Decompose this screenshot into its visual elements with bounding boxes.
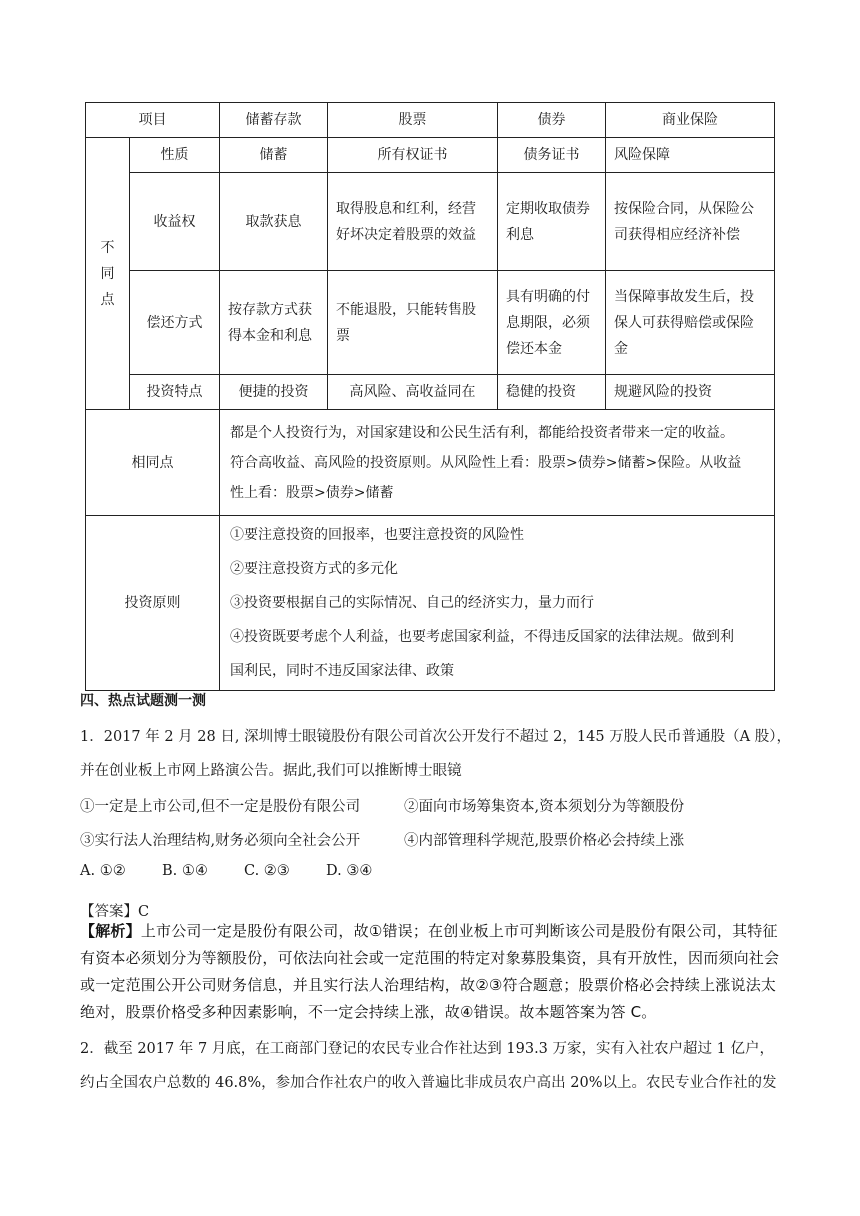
table-cell: 所有权证书 (328, 138, 498, 173)
table-cell: 规避风险的投资 (606, 375, 775, 410)
choice: C. ②③ (244, 863, 290, 879)
table-cell: 按保险合同，从保险公司获得相应经济补偿 (606, 173, 775, 271)
table-cell: 定期收取债券利息 (498, 173, 606, 271)
choice: B. ①④ (162, 863, 208, 879)
statement: ③实行法人治理结构,财务必须向全社会公开 (80, 833, 361, 849)
same-points-line: 性上看：股票>债券>储蓄 (230, 484, 394, 501)
table-row-same (86, 410, 775, 516)
question-2-stem: 2．截至 2017 年 7 月底，在工商部门登记的农民专业合作社达到 193.3 万家，实有入社农户超过 1 亿户， (80, 1041, 774, 1057)
analysis-tag: 【解析】 (80, 922, 141, 940)
principle-item: ③投资要根据自己的实际情况、自己的经济实力，量力而行 (230, 595, 594, 611)
principle-item: ④投资既要考虑个人利益，也要考虑国家利益，不得违反国家的法律法规。做到利 (230, 629, 734, 645)
group-label-char: 同 (100, 265, 115, 282)
header-cell: 商业保险 (606, 103, 775, 138)
question-2-stem: 约占全国农户总数的 46.8%，参加合作社农户的收入普遍比非成员农户高出 20%以上。农民专业合作社的发 (80, 1075, 777, 1091)
group-label-char: 点 (100, 291, 115, 308)
table-row (86, 138, 775, 173)
investment-comparison-table (85, 102, 775, 691)
analysis-line: 绝对，股票价格受多种因素影响，不一定会持续上涨，故④错误。故本题答案为答 C。 (80, 1003, 657, 1021)
table-cell: 稳健的投资 (498, 375, 606, 410)
choice: A. ①② (80, 863, 126, 879)
question-1-stem: 并在创业板上市网上路演公告。据此,我们可以推断博士眼镜 (80, 763, 462, 779)
analysis-line: 或一定范围公开公司财务信息，并且实行法人治理结构，故②③符合题意；股票价格必会持续上涨说法太 (80, 976, 777, 994)
same-points-line: 符合高收益、高风险的投资原则。从风险性上看：股票>债券>储蓄>保险。从收益 (230, 454, 742, 471)
row-label: 偿还方式 (130, 271, 220, 375)
table-cell: 按存款方式获得本金和利息 (220, 271, 328, 375)
table-row (86, 271, 775, 375)
group-label-char: 不 (100, 239, 115, 256)
principle-item: 国利民，同时不违反国家法律、政策 (230, 663, 454, 679)
row-label: 投资特点 (130, 375, 220, 410)
table-row-principle (86, 516, 775, 691)
table-cell: 当保障事故发生后，投保人可获得赔偿或保险金 (606, 271, 775, 375)
row-label: 投资原则 (86, 516, 220, 691)
header-cell: 债券 (498, 103, 606, 138)
table-cell: 高风险、高收益同在 (328, 375, 498, 410)
table-cell: 储蓄 (220, 138, 328, 173)
header-cell: 股票 (328, 103, 498, 138)
table-cell: 风险保障 (606, 138, 775, 173)
group-label-differences (86, 138, 130, 410)
same-points-line: 都是个人投资行为，对国家建设和公民生活有利，都能给投资者带来一定的收益。 (230, 424, 734, 441)
table-cell: 便捷的投资 (220, 375, 328, 410)
table-row (86, 173, 775, 271)
table-cell: 具有明确的付息期限，必须偿还本金 (498, 271, 606, 375)
table-row (86, 375, 775, 410)
header-cell: 项目 (86, 103, 220, 138)
analysis-block (80, 918, 780, 1026)
header-cell: 储蓄存款 (220, 103, 328, 138)
table-cell: 取款获息 (220, 173, 328, 271)
table-header-row (86, 103, 775, 138)
row-label: 相同点 (86, 410, 220, 516)
statement: ④内部管理科学规范,股票价格必会持续上涨 (404, 833, 685, 849)
analysis-line: 有资本必须划分为等额股份，可依法向社会或一定范围的特定对象募股集资，具有开放性，因而须向社会 (80, 949, 780, 967)
table-cell: 债务证书 (498, 138, 606, 173)
answer: 【答案】C (80, 904, 150, 920)
analysis-line (80, 918, 780, 945)
principle-item: ①要注意投资的回报率，也要注意投资的风险性 (230, 527, 524, 543)
principle-item: ②要注意投资方式的多元化 (230, 561, 398, 577)
section-title: 四、热点试题测一测 (80, 693, 206, 709)
statement: ①一定是上市公司,但不一定是股份有限公司 (80, 799, 361, 815)
analysis-text: 上市公司一定是股份有限公司，故①错误；在创业板上市可判断该公司是股份有限公司，其特征 (140, 922, 778, 940)
statement: ②面向市场筹集资本,资本须划分为等额股份 (404, 799, 685, 815)
same-points-cell (220, 410, 775, 516)
table-cell: 取得股息和红利，经营好坏决定着股票的效益 (328, 173, 498, 271)
principle-cell (220, 516, 775, 691)
table-cell: 不能退股，只能转售股票 (328, 271, 498, 375)
question-1-stem: 1．2017 年 2 月 28 日, 深圳博士眼镜股份有限公司首次公开发行不超过 2，145 万股人民币普通股（A 股）， (80, 729, 792, 745)
row-label: 性质 (130, 138, 220, 173)
choice: D. ③④ (326, 863, 373, 879)
row-label: 收益权 (130, 173, 220, 271)
